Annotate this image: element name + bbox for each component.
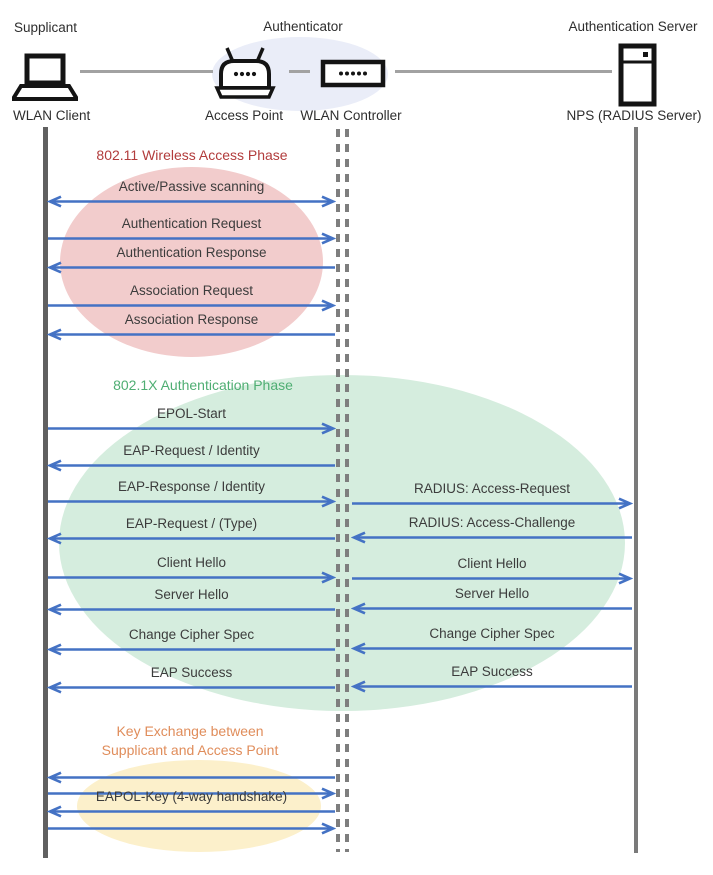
message-label: RADIUS: Access-Request: [413, 481, 571, 496]
message-label: Server Hello: [454, 586, 530, 601]
message-label: Client Hello: [156, 555, 227, 570]
authenticator-role-label: Authenticator: [263, 19, 343, 34]
access-point-label: Access Point: [204, 108, 284, 123]
message-label: EPOL-Start: [156, 406, 227, 421]
message-label: Authentication Request: [121, 216, 262, 231]
access-point-icon: [212, 45, 278, 101]
nps-radius-server-label: NPS (RADIUS Server): [566, 108, 702, 123]
message-label: Association Response: [124, 312, 259, 327]
server-icon: [617, 43, 659, 107]
message-label: Authentication Response: [116, 245, 267, 260]
message-label: Association Request: [129, 283, 254, 298]
message-label: Server Hello: [154, 587, 229, 602]
supplicant-role-label: Supplicant: [14, 20, 78, 35]
phase-title-wireless-access: 802.11 Wireless Access Phase: [96, 147, 288, 163]
message-label: EAP-Response / Identity: [117, 479, 266, 494]
phase-title-dot1x-authentication: 802.1X Authentication Phase: [113, 377, 293, 393]
laptop-icon: [12, 52, 78, 104]
message-label: Client Hello: [457, 556, 527, 571]
message-label: EAP Success: [150, 665, 233, 680]
message-label: Change Cipher Spec: [429, 626, 555, 641]
message-label: EAPOL-Key (4-way handshake): [95, 789, 288, 804]
auth-server-role-label: Authentication Server: [568, 19, 698, 34]
phase-title-key-exchange: Key Exchange between Supplicant and Access Point: [101, 723, 279, 758]
wlan-client-label: WLAN Client: [13, 108, 91, 123]
message-label: EAP-Request / (Type): [125, 516, 258, 531]
message-label: EAP-Request / Identity: [123, 443, 260, 458]
wlan-controller-icon: [320, 59, 386, 89]
message-label: EAP Success: [451, 664, 533, 679]
wlan-controller-label: WLAN Controller: [300, 108, 402, 123]
message-label: Active/Passive scanning: [118, 179, 265, 194]
message-label: Change Cipher Spec: [128, 627, 255, 642]
message-label: RADIUS: Access-Challenge: [408, 515, 576, 530]
